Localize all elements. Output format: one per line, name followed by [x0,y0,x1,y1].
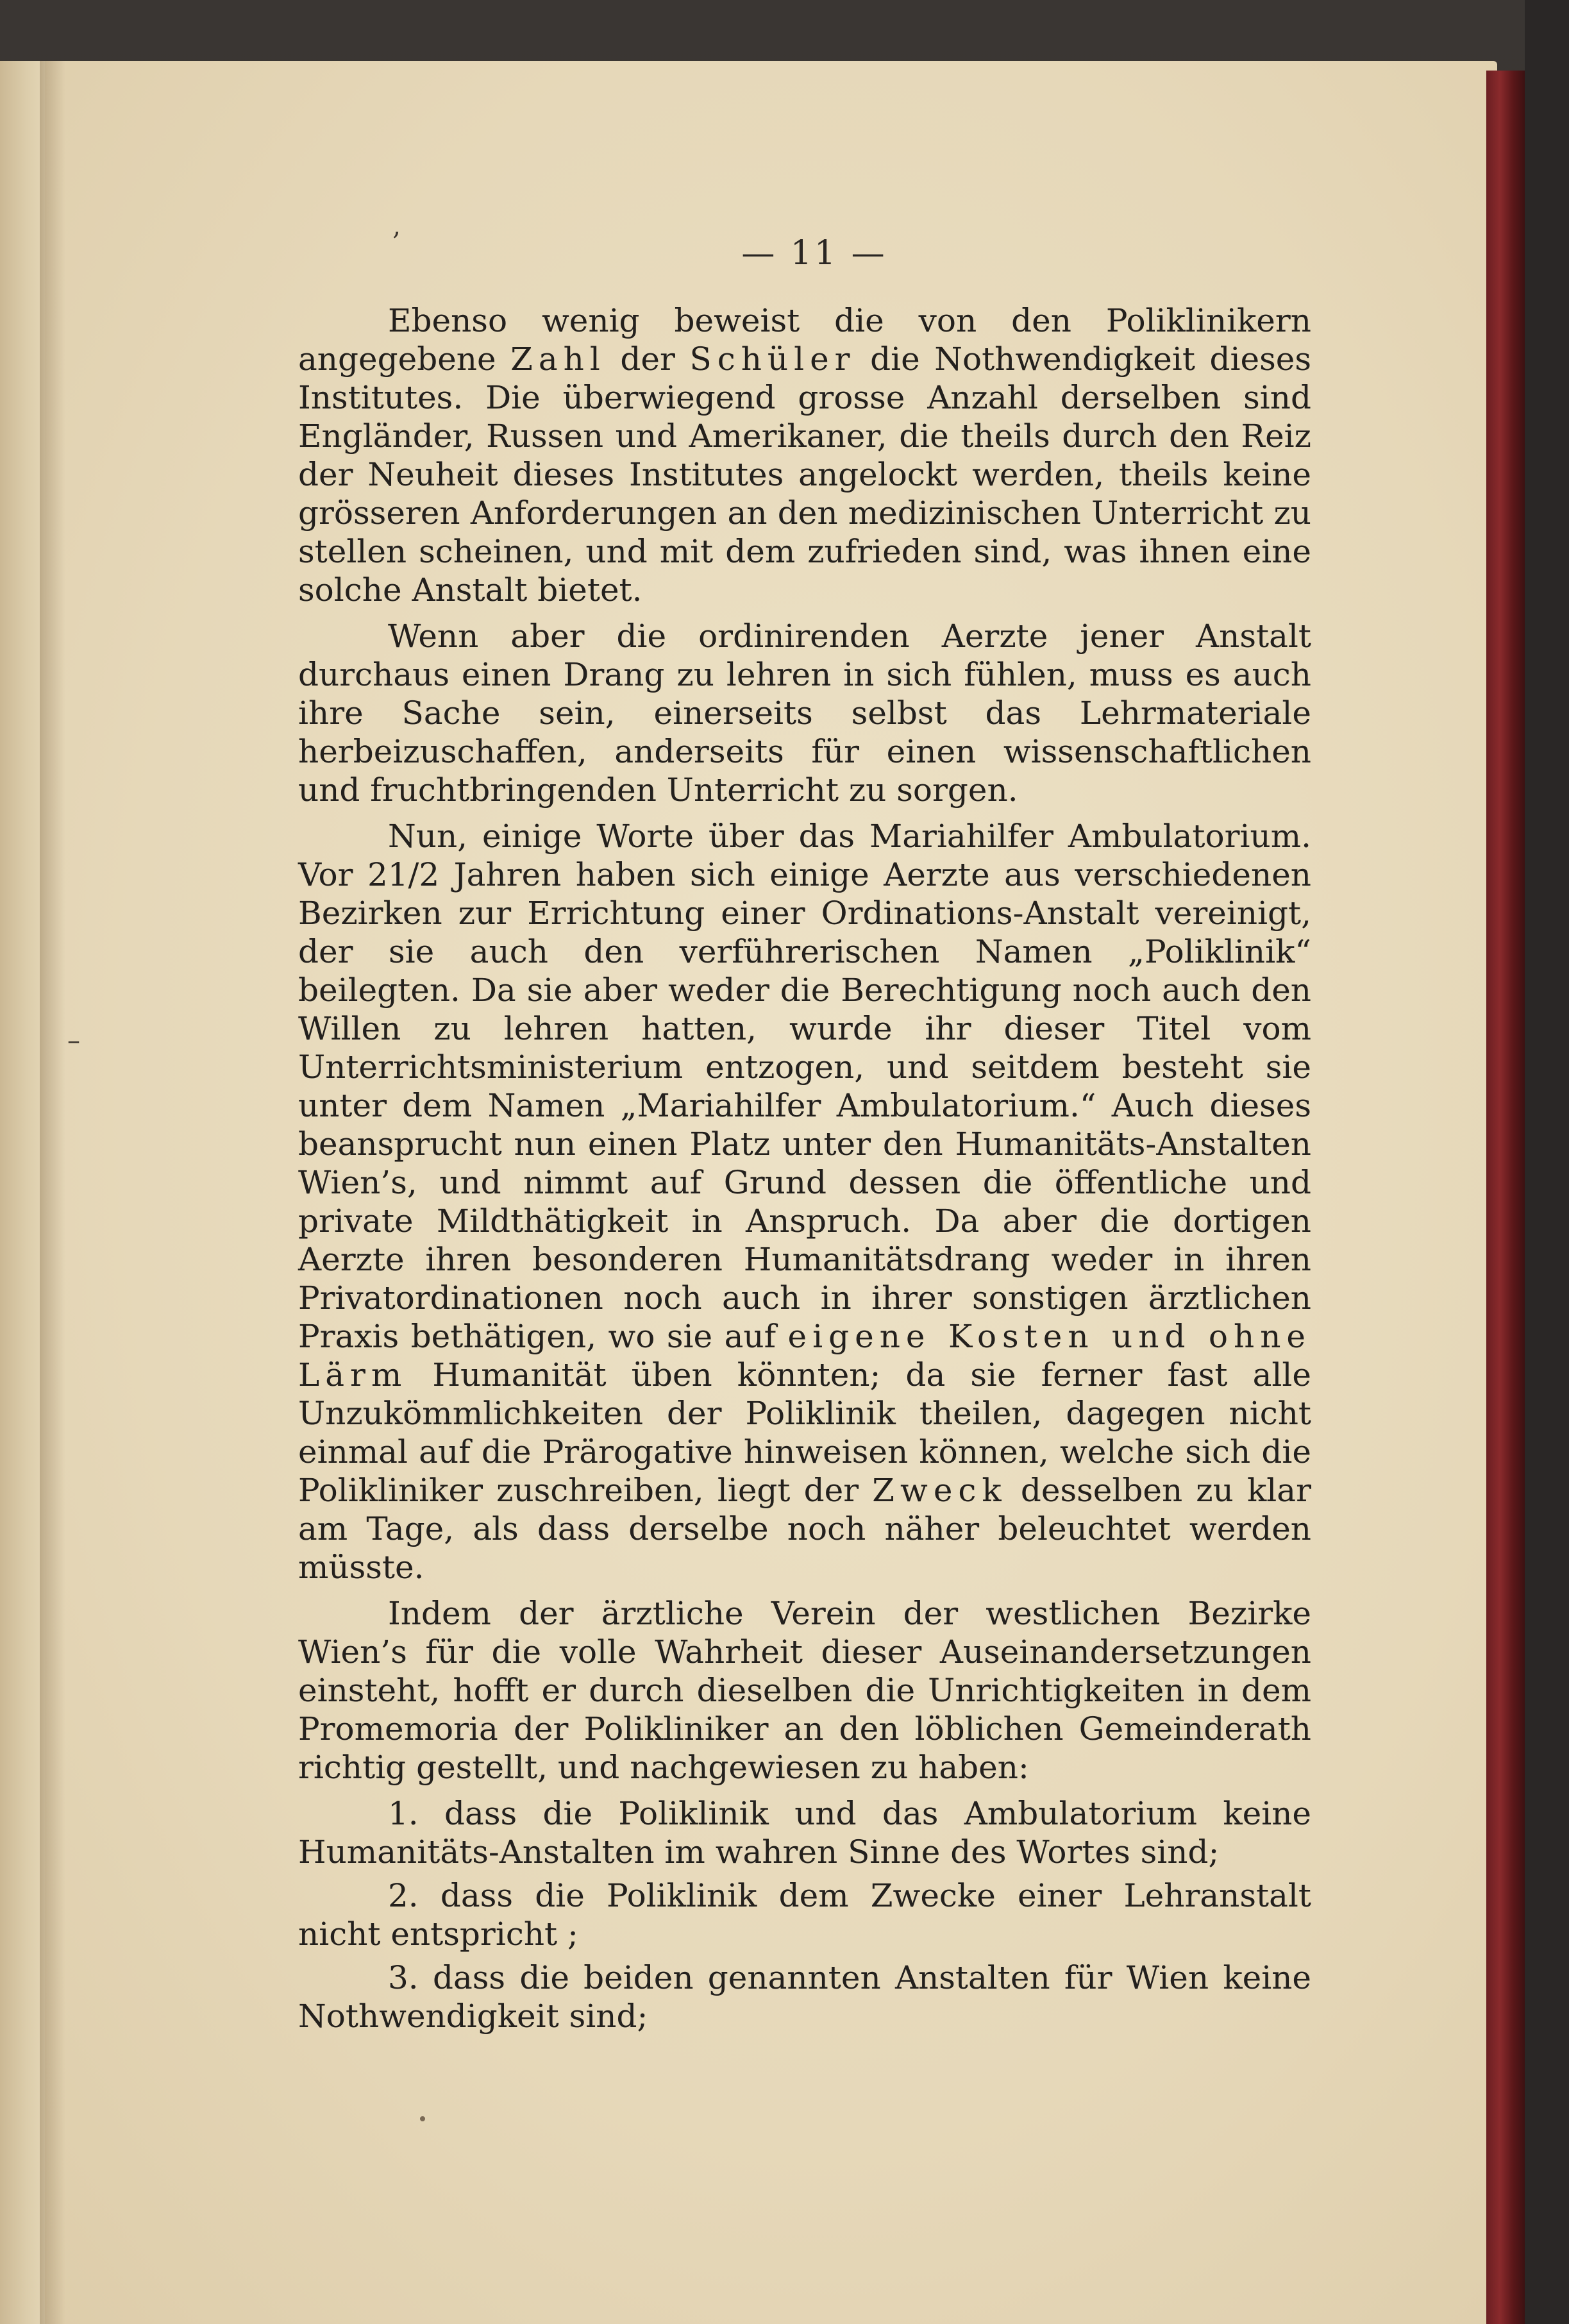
margin-mark: – [67,1026,80,1056]
list-item-3: 3. dass die beiden genannten Anstalten für Wien keine Nothwendigkeit sind; [298,1959,1311,2035]
spaced-emphasis-zweck: Zweck [872,1472,1007,1509]
previous-page-edge [0,61,45,2324]
paragraph-3 [298,817,1311,1587]
pencil-mark: ‚ [392,212,401,241]
paragraph-1 [298,301,1311,609]
fraction-one-half: 1/2 [387,856,440,893]
spaced-emphasis-eigene-kosten: eigene Kosten und ohne Lärm [298,1318,1311,1394]
body-text [298,301,1311,2041]
paragraph-2: Wenn aber die ordinirenden Aerzte jener Anstalt durchaus einen Drang zu lehren in sich fühlen, muss es auch ihre Sache sein, einerseits selbst das Lehrmateriale herbeizuschaffen, anderseits für einen wissenschaftlichen und fruchtbringenden Unterricht zu sorgen. [298,618,1311,809]
list-item-2: 2. dass die Poliklinik dem Zwecke einer Lehranstalt nicht entspricht ; [298,1877,1311,1953]
paragraph-1-text-c: die Nothwendigkeit dieses Institutes. Die überwiegend grosse Anzahl derselben sind Engländer, Russen und Amerikaner, die theils durch den Reiz der Neuheit dieses Institutes angelockt werden, theils keine grösseren Anforderungen an den medizinischen Unterricht zu stellen scheinen, und mit dem zufrieden sind, was ihnen eine solche Anstalt bietet. [298,341,1311,609]
paragraph-3-text-c: Humanität üben könnten; da sie ferner fast alle Unzukömmlichkeiten der Poliklinik theilen, dagegen nicht einmal auf die Prärogative hinweisen können, welche sich die Polikliniker zuschreiben, liegt der [298,1356,1311,1509]
book-binding-edge [1486,71,1525,2324]
scanner-edge [1525,0,1569,2324]
paragraph-3-text-d: desselben zu klar am Tage, als dass derselbe noch näher beleuchtet werden müsste. [298,1472,1311,1586]
paragraph-1-text-a: Ebenso wenig beweist die von den Poliklinikern angegebene [298,302,1311,378]
book-gutter [40,61,65,2324]
paragraph-4: Indem der ärztliche Verein der westlichen Bezirke Wien’s für die volle Wahrheit dieser Auseinandersetzungen einsteht, hofft er durch dieselben die Unrichtigkeiten in dem Promemoria der Polikliniker an den löblichen Gemeinderath richtig gestellt, und nachgewiesen zu haben: [298,1595,1311,1786]
stray-dot [420,2116,425,2121]
list-item-1: 1. dass die Poliklinik und das Ambulatorium keine Humanitäts-Anstalten im wahren Sinne des Wortes sind; [298,1795,1311,1871]
paragraph-1-text-b: der [605,341,690,378]
spaced-emphasis-schueler: Schüler [689,341,856,378]
paragraph-3-text-b: Jahren haben sich einige Aerzte aus verschiedenen Bezirken zur Errichtung einer Ordinations-Anstalt vereinigt, der sie auch den verführerischen Namen „Poliklinik“ beilegten. Da sie aber weder die Berechtigung noch auch den Willen zu lehren hatten, wurde ihr dieser Titel vom Unterrichtsministerium entzogen, und seitdem besteht sie unter dem Namen „Mariahilfer Ambulatorium.“ Auch dieses beansprucht nun einen Platz unter den Humanitäts-Anstalten Wien’s, und nimmt auf Grund dessen die öffentliche und private Mildthätigkeit in Anspruch. Da aber die dortigen Aerzte ihren besonderen Humanitätsdrang weder in ihren Privatordinationen noch auch in ihrer sonstigen ärztlichen Praxis bethätigen, wo sie auf [298,856,1311,1355]
paragraph-3-text-a: Nun, einige Worte über das Mariahilfer Ambulatorium. Vor 2 [298,818,1311,893]
spaced-emphasis-zahl: Zahl [510,341,606,378]
page-number: — 11 — [741,234,887,273]
